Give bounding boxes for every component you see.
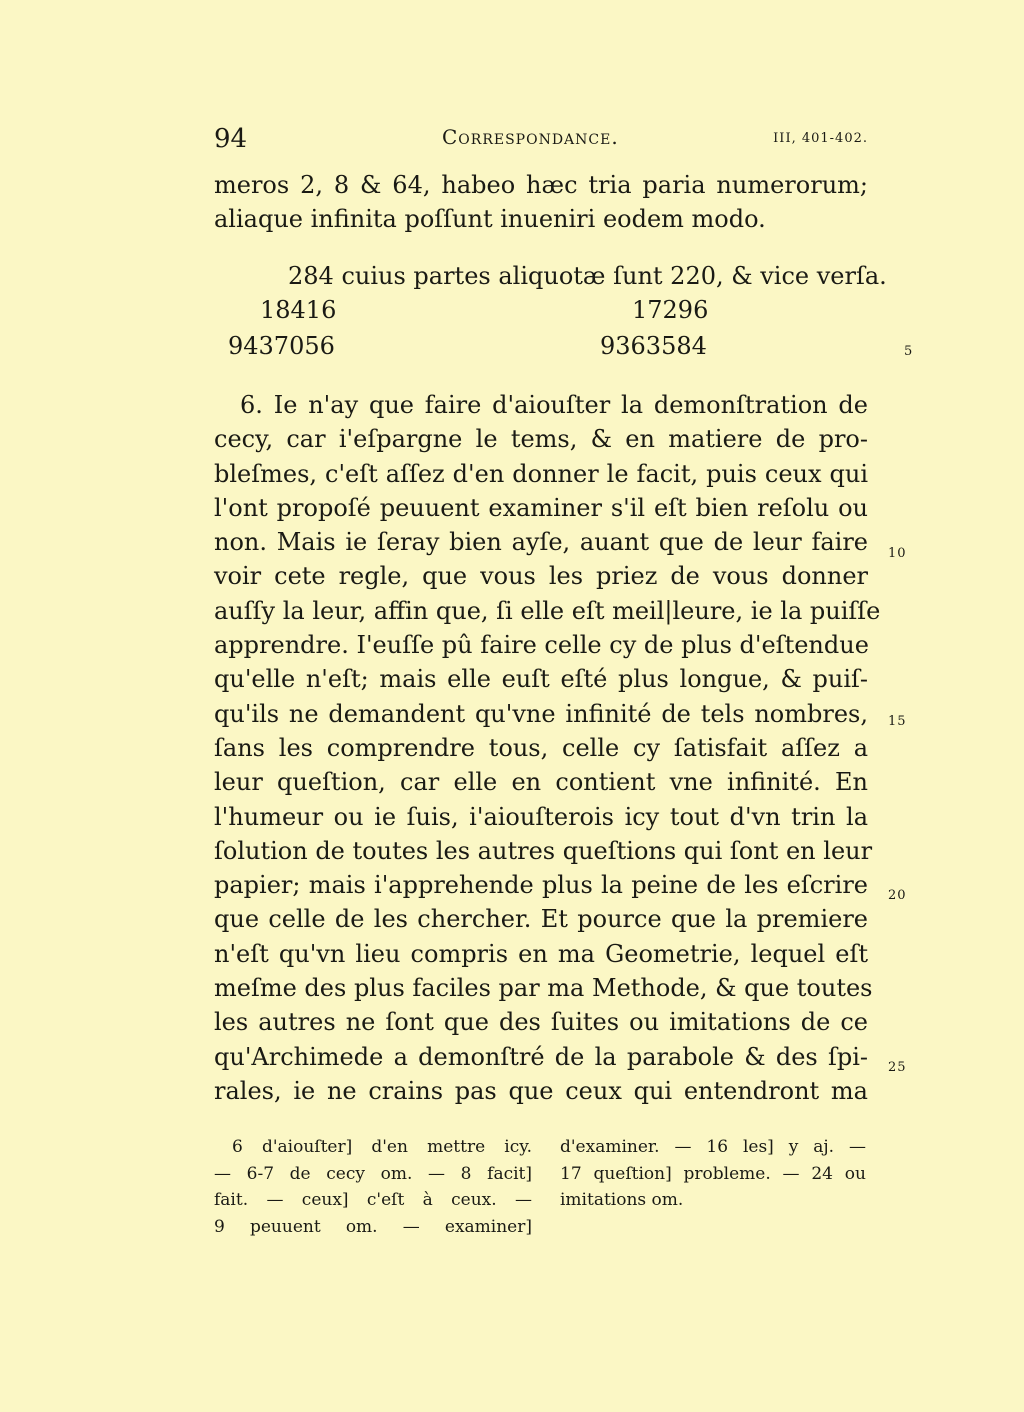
- line-number-25: 25: [888, 1060, 907, 1075]
- main-paragraph: [214, 388, 881, 1108]
- text-line: cecy, car i'eſpargne le tems, & en matiere de pro-: [214, 425, 868, 454]
- text-line: non. Mais ie ſeray bien ayſe, auant que de leur faire: [214, 528, 868, 557]
- text-line: voir cete regle, que vous les priez de vous donner: [214, 562, 868, 591]
- line-number-5: 5: [904, 344, 914, 359]
- volume-locator: III, 401-402.: [773, 131, 868, 146]
- footnote-line: 9 peuuent om. — examiner]: [214, 1216, 532, 1237]
- text-line: qu'elle n'eſt; mais elle euſt eſté plus longue, & puiſ-: [214, 665, 868, 694]
- number-right: 17296: [632, 296, 709, 324]
- number-row-1: 284 cuius partes aliquotæ ſunt 220, & vice verſa.: [288, 262, 887, 290]
- text-line: n'eſt qu'vn lieu compris en ma Geometrie, lequel eſt: [214, 939, 868, 968]
- text-line: rales, ie ne crains pas que ceux qui entendront ma: [214, 1076, 868, 1105]
- footnote-line: fait. — ceux] c'eſt à ceux. —: [214, 1190, 532, 1210]
- intro-paragraph: [214, 168, 868, 237]
- number-right: 9363584: [600, 332, 707, 360]
- text-line: leur queſtion, car elle en contient vne infinité. En: [214, 768, 868, 797]
- text-line: l'humeur ou ie ſuis, i'aiouſterois icy tout d'vn trin la: [214, 802, 868, 831]
- footnote-line: — 6-7 de cecy om. — 8 facit]: [214, 1163, 532, 1184]
- text-line: meſme des plus faciles par ma Methode, & que toutes: [214, 974, 873, 1003]
- line-number-10: 10: [888, 546, 907, 561]
- text-line: apprendre. I'euſſe pû faire celle cy de plus d'eſtendue: [214, 631, 869, 660]
- text-line: aliaque infinita poſſunt inueniri eodem modo.: [214, 205, 766, 234]
- text-line: qu'Archimede a demonſtré de la parabole & des ſpi-: [214, 1042, 868, 1071]
- text-line: les autres ne ſont que des ſuites ou imitations de ce: [214, 1008, 868, 1037]
- line-number-20: 20: [888, 888, 907, 903]
- footnote-line: imitations om.: [560, 1190, 684, 1210]
- text-line: auſſy la leur, affin que, ſi elle eſt meil|leure, ie la puiſſe: [214, 596, 881, 625]
- text-line: ſans les comprendre tous, celle cy ſatisfait aſſez a: [214, 733, 868, 762]
- footnote-line: d'examiner. — 16 les] y aj. —: [560, 1137, 866, 1157]
- text-line: meros 2, 8 & 64, habeo hæc tria paria numerorum;: [214, 171, 868, 199]
- text-line: bleſmes, c'eſt aſſez d'en donner le facit, puis ceux qui: [214, 459, 868, 488]
- footnotes-right: [560, 1134, 866, 1214]
- text-line: ſolution de toutes les autres queſtions qui ſont en leur: [214, 836, 873, 865]
- line-number-15: 15: [888, 714, 907, 729]
- text-line: l'ont propoſé peuuent examiner s'il eſt bien reſolu ou: [214, 493, 868, 522]
- page-number: 94: [214, 124, 248, 154]
- number-left: 18416: [260, 296, 337, 324]
- text-line: que celle de les chercher. Et pource que la premiere: [214, 905, 868, 934]
- number-left: 9437056: [228, 332, 335, 360]
- text-line: qu'ils ne demandent qu'vne infinité de tels nombres,: [214, 699, 868, 728]
- text-line: 6. Ie n'ay que faire d'aiouſter la demonſtration de: [240, 391, 868, 419]
- text-line: papier; mais i'apprehende plus la peine de les eſcrire: [214, 871, 868, 900]
- running-title: Correspondance.: [442, 125, 619, 149]
- footnotes-left: [214, 1134, 532, 1240]
- footnote-line: 17 queſtion] probleme. — 24 ou: [560, 1163, 866, 1184]
- page-header: [214, 122, 868, 162]
- footnote-line: 6 d'aiouſter] d'en mettre icy.: [232, 1137, 532, 1157]
- amicable-numbers-table: [214, 262, 887, 372]
